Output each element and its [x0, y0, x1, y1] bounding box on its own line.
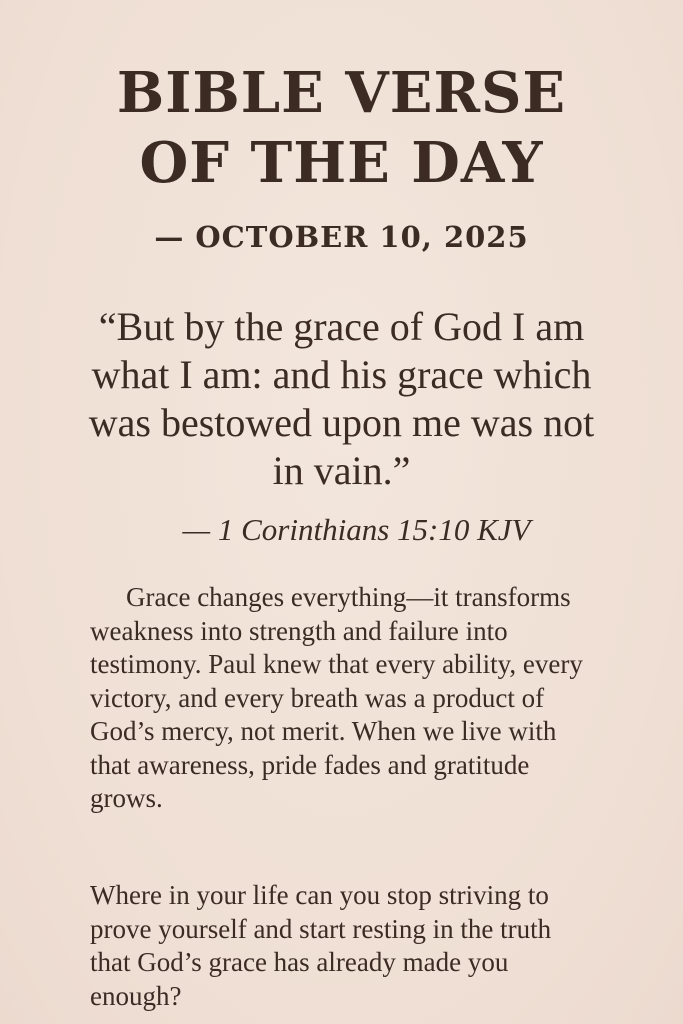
title-line-1: BIBLE VERSE [116, 60, 567, 126]
date-label: — OCTOBER 10, 2025 [154, 220, 529, 254]
page-title [0, 58, 683, 198]
verse-quote: “But by the grace of God I am what I am: and his grace which was bestowed upon me was not in vain.” [88, 304, 595, 493]
verse-reference: — 1 Corinthians 15:10 KJV [182, 512, 531, 547]
reflection-question: Where in your life can you stop striving to prove yourself and start resting in the truth that God’s grace has already made you enough? [90, 880, 552, 1011]
reflection-paragraph: Grace changes everything—it transforms weakness into strength and failure into testimony. Paul knew that every ability, every victory, and every breath was a product of God’s mercy, not merit. When we live with that awareness, pride fades and gratitude grows. [90, 582, 583, 813]
title-line-2: OF THE DAY [139, 130, 544, 196]
